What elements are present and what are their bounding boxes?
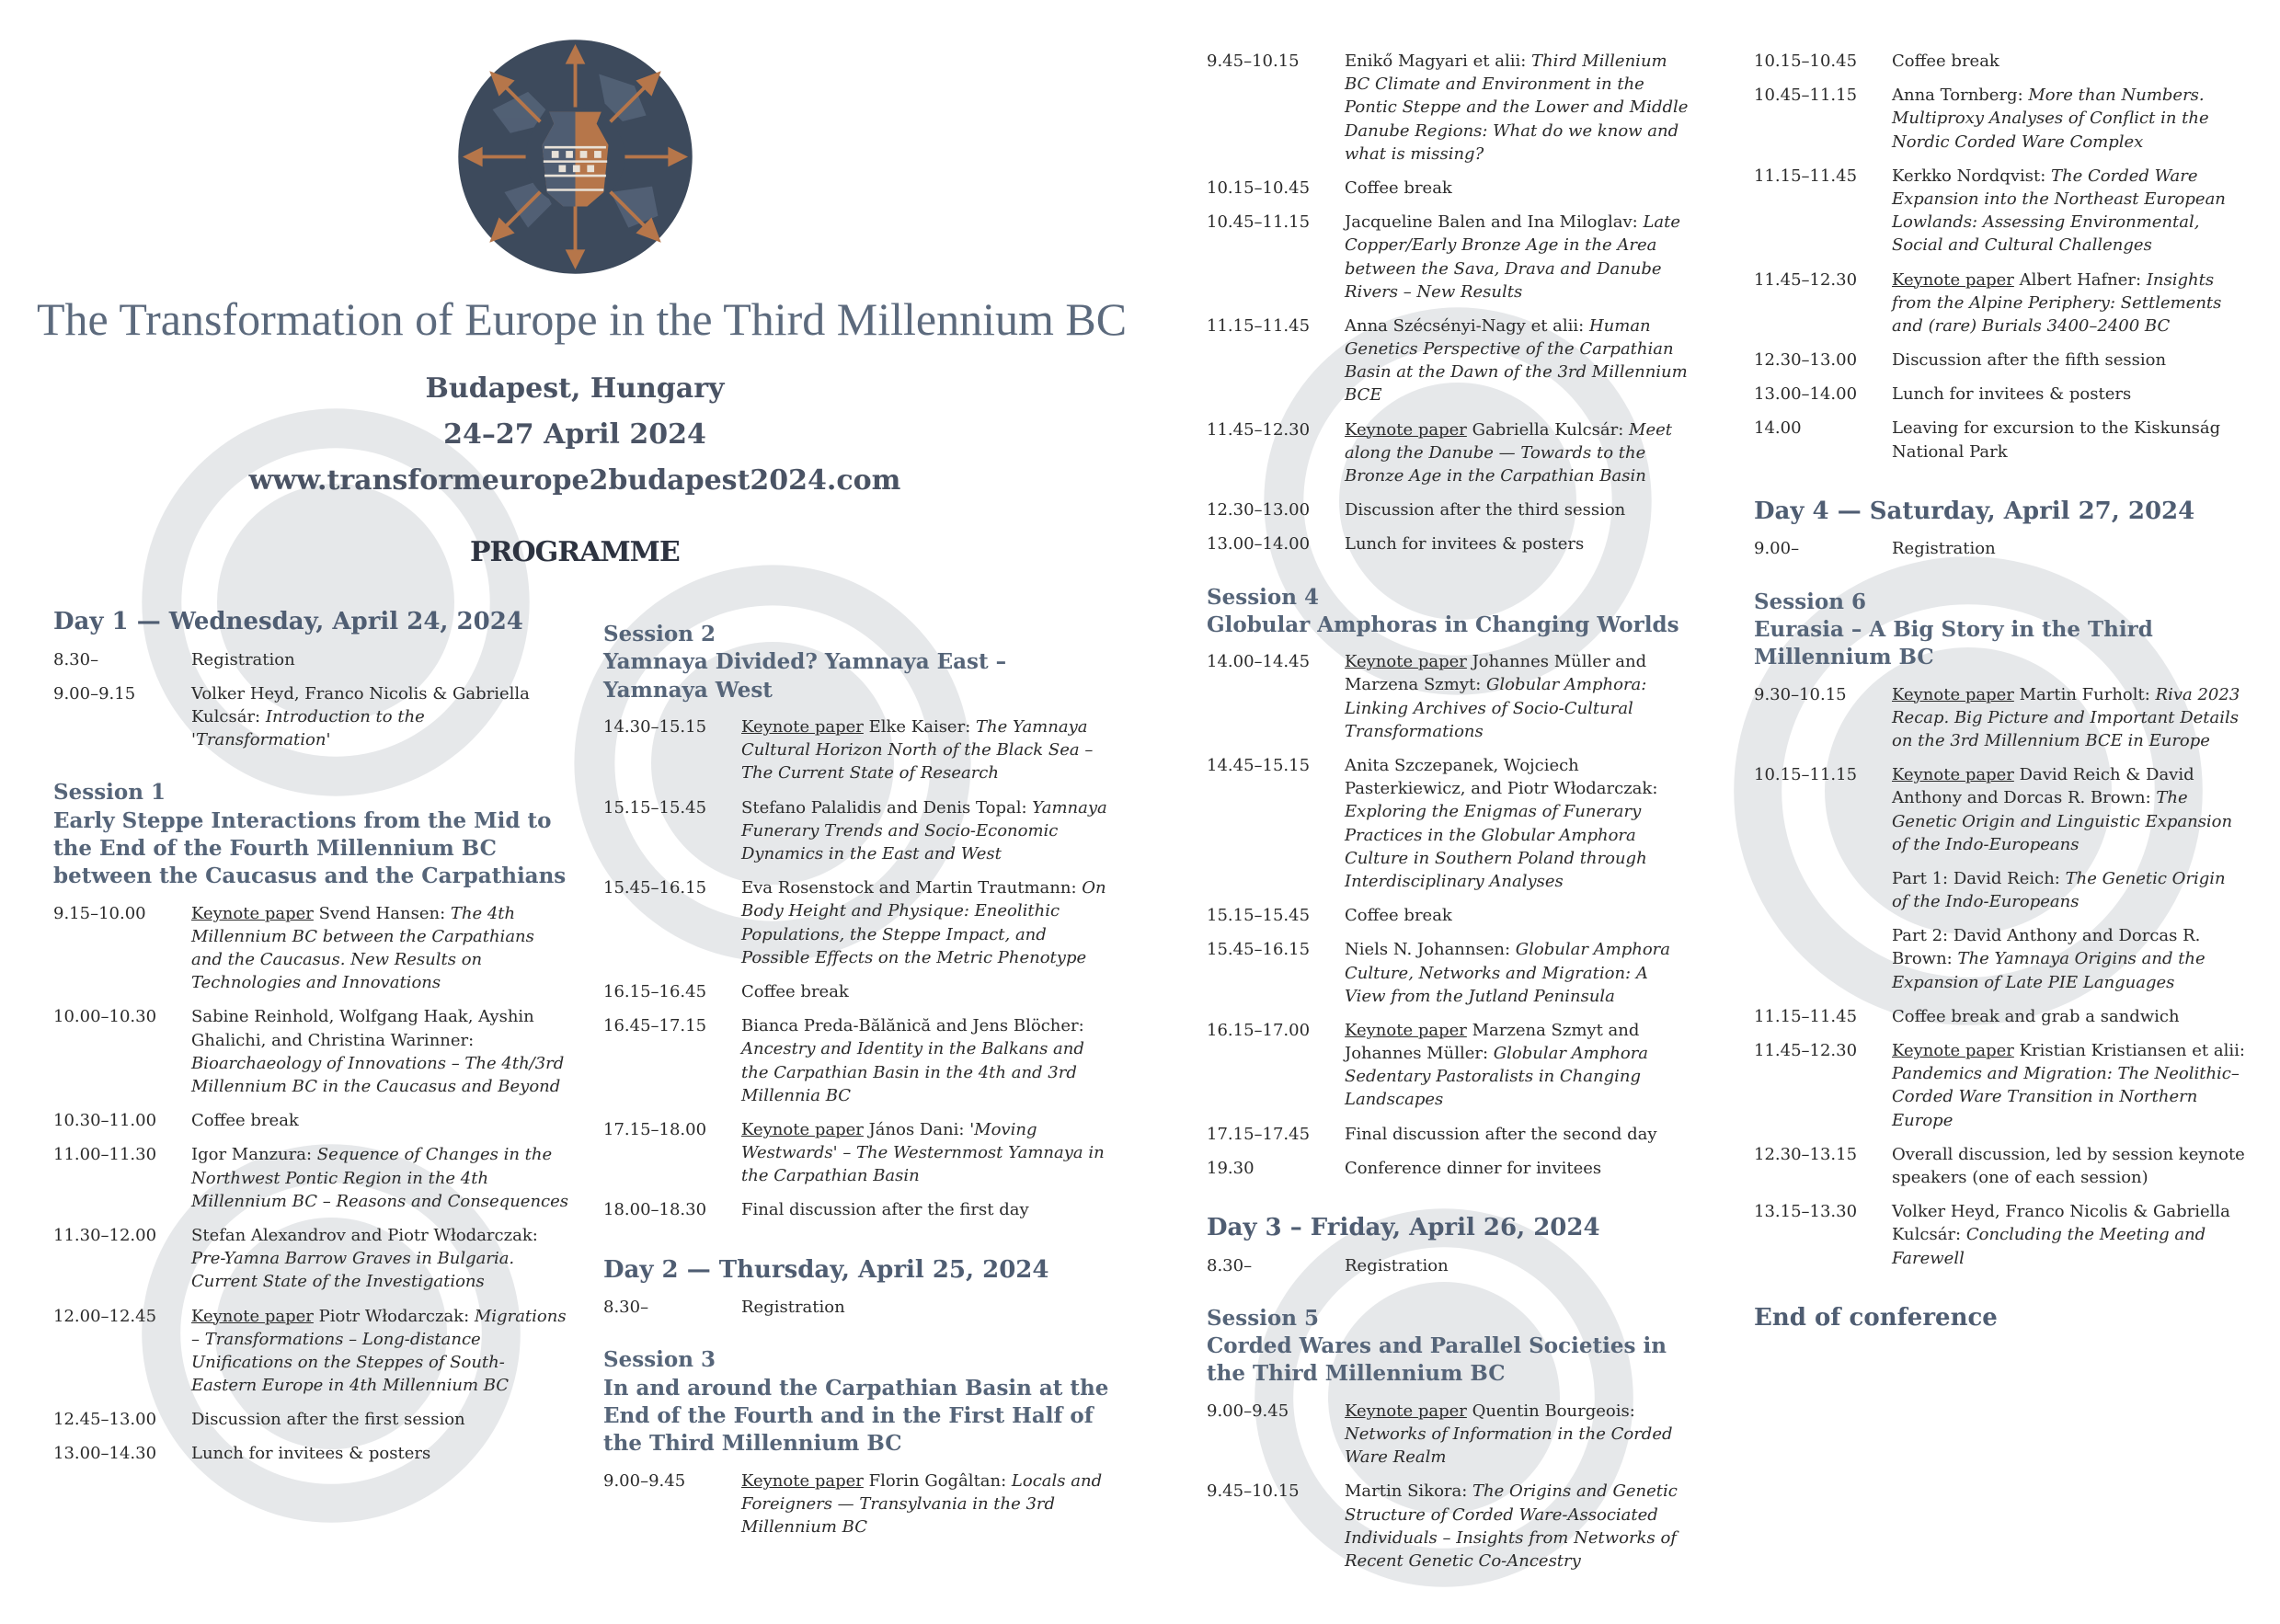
schedule-time: 11.15–11.45 [1754,1006,1858,1026]
speaker-text: János Dani: [863,1119,970,1139]
talk-title: Migrations – Transformations – Long-distance Unifications on the Steppes of South-Eastern Europe in 4th Millennium BC [191,1306,567,1396]
schedule-description [1345,1400,1690,1470]
talk-title: Human Genetics Perspective of the Carpathian Basin at the Dawn of the 3rd Millennium BCE [1345,315,1688,406]
schedule-time: 14.00 [1754,418,1802,439]
keynote-label: Keynote paper [1892,1041,2014,1061]
schedule-row [603,1118,1109,1188]
session-heading [1207,584,1690,640]
schedule-row [53,682,568,752]
speaker-text: Marzena Szmyt and Johannes Müller: [1345,1020,1640,1064]
speaker-text: Igor Manzura: [191,1145,317,1165]
website-url[interactable]: www.transformeurope2budapest2024.com [248,464,901,497]
schedule-time: 9.00– [1754,539,1800,559]
schedule-time: 10.30–11.00 [53,1111,157,1131]
speaker-text: Discussion after the fifth session [1892,350,2167,371]
speaker-text: Stefano Palalidis and Denis Topal: [741,797,1033,818]
schedule-time: 15.15–15.45 [603,797,707,818]
speaker-text: Lunch for invitees & posters [1892,384,2132,405]
schedule-list [53,648,568,752]
schedule-row [1207,754,1690,893]
schedule-description [741,980,1109,1003]
schedule-time: 13.00–14.00 [1207,534,1311,555]
schedule-row [1754,763,2246,856]
talk-title: Introduction to the 'Transformation' [191,706,425,750]
speaker-text: Stefan Alexandrov and Piotr Włodarczak: [191,1225,538,1245]
keynote-label: Keynote paper [1345,1401,1467,1421]
speaker-text: Martin Furholt: [2013,684,2156,704]
schedule-row [603,715,1109,785]
session-label: Session 5 [1207,1305,1319,1331]
schedule-row [1754,1200,2246,1270]
schedule-time: 11.15–11.45 [1207,315,1311,336]
talk-title: Locals and Foreigners — Transylvania in the 3rd Millennium BC [741,1470,1103,1538]
talk-title: More than Numbers. Multiproxy Analyses of Conflict in the Nordic Corded Ware Complex [1892,86,2209,152]
schedule-time: 10.45–11.15 [1754,86,1858,106]
schedule-row [603,980,1109,1003]
talk-title: Networks of Information in the Corded Ware Realm [1345,1424,1673,1468]
schedule-time: 12.45–13.00 [53,1410,157,1430]
schedule-time: 16.45–17.15 [603,1016,707,1036]
schedule-row [603,796,1109,866]
schedule-description [741,1118,1109,1188]
schedule-row [1207,177,1690,200]
schedule-time: 9.30–10.15 [1754,684,1847,704]
talk-title: Third Millenium BC Climate and Environment in the Pontic Steppe and the Lower and Middle Danube Regions: What do we know and what is missing? [1345,51,1689,164]
schedule-row [53,1305,568,1398]
speaker-text: Discussion after the third session [1345,500,1626,520]
schedule-row [1754,269,2246,338]
speaker-text: Bianca Preda-Bălănică and Jens Blöcher: [741,1016,1084,1036]
speaker-text: Conference dinner for invitees [1345,1158,1602,1178]
schedule-list [1754,537,2246,560]
column-2 [603,621,1109,1550]
schedule-row [53,902,568,995]
schedule-list [603,1296,1109,1319]
schedule-description [1892,349,2246,372]
schedule-row [1207,498,1690,521]
schedule-row [1754,1039,2246,1132]
talk-part-speaker: Part 2: David Anthony and Dorcas R. Brown: [1892,926,2201,969]
schedule-row [1207,1123,1690,1146]
schedule-row [603,1198,1109,1221]
schedule-description [1345,1123,1690,1146]
schedule-description [1892,50,2246,73]
speaker-text: Coffee break [1345,177,1452,198]
schedule-row [1754,383,2246,406]
schedule-row [1207,650,1690,743]
speaker-text: Registration [191,649,295,669]
talk-title: Yamnaya Funerary Trends and Socio-Economic Dynamics in the East and West [741,797,1107,864]
schedule-description [1892,269,2246,338]
talk-title: Pre-Yamna Barrow Graves in Bulgaria. Current State of the Investigations [191,1249,515,1292]
schedule-description [1345,50,1690,166]
schedule-description [1345,904,1690,927]
keynote-label: Keynote paper [741,1470,864,1491]
schedule-description [741,1296,1109,1319]
schedule-row [603,876,1109,969]
keynote-label: Keynote paper [1892,765,2014,785]
day-heading: Day 1 — Wednesday, April 24, 2024 [53,608,523,635]
schedule-row [1754,1143,2246,1189]
schedule-description [741,1470,1109,1539]
schedule-time: 10.15–10.45 [1207,177,1311,198]
day-heading: Day 2 — Thursday, April 25, 2024 [603,1255,1049,1284]
schedule-description [741,1198,1109,1221]
talk-part-title: The Genetic Origin of the Indo-Europeans [1892,868,2226,912]
keynote-label: Keynote paper [1345,1020,1467,1040]
talk-title: Concluding the Meeting and Farewell [1892,1225,2206,1268]
schedule-time: 9.45–10.15 [1207,1481,1300,1502]
conference-logo [457,39,693,275]
schedule-time: 12.00–12.45 [53,1306,157,1326]
speaker-text: Coffee break [1892,51,1999,71]
talk-part [1892,924,2246,994]
schedule-time: 15.45–16.15 [603,878,707,898]
schedule-list [603,715,1109,1222]
column-4 [1754,50,2246,1344]
schedule-time: 11.00–11.30 [53,1145,157,1165]
speaker-text: Volker Heyd, Franco Nicolis & Gabriella Kulcsár: [1892,1202,2230,1245]
schedule-time: 15.15–15.45 [1207,906,1311,926]
speaker-text: Enikő Magyari et alii: [1345,51,1532,71]
schedule-description [1892,84,2246,154]
speaker-text: Niels N. Johannsen: [1345,940,1516,960]
session-heading [603,621,1109,704]
schedule-description [191,1408,568,1431]
schedule-time: 10.15–11.15 [1754,765,1858,785]
schedule-row [53,1109,568,1132]
schedule-row [1754,50,2246,73]
talk-title: The Yamnaya Cultural Horizon North of the Black Sea – The Current State of Research [741,717,1094,783]
schedule-row [1207,1480,1690,1573]
schedule-row [53,1143,568,1213]
schedule-description [1892,165,2246,257]
schedule-row [1754,417,2246,463]
talk-title: Riva 2023 Recap. Big Picture and Important Details on the 3rd Millennium BCE in Europe [1892,684,2240,750]
schedule-description [1892,537,2246,560]
schedule-time: 13.00–14.30 [53,1444,157,1464]
schedule-time: 11.30–12.00 [53,1225,157,1245]
schedule-list [53,902,568,1466]
schedule-description [1892,417,2246,463]
schedule-description [1345,532,1690,555]
schedule-time: 12.30–13.00 [1207,500,1311,520]
schedule-description [1892,1039,2246,1132]
day-heading: Day 4 — Saturday, April 27, 2024 [1754,497,2195,525]
speaker-text: Discussion after the first session [191,1410,465,1430]
speaker-text: Overall discussion, led by session keynote speakers (one of each session) [1892,1144,2245,1187]
speaker-text: Coffee break [741,981,849,1001]
speaker-text: Anna Tornberg: [1892,86,2029,106]
schedule-description [741,796,1109,866]
speaker-text: Elke Kaiser: [863,717,976,738]
schedule-list [1207,650,1690,1180]
schedule-row [1207,1254,1690,1277]
schedule-description [191,1224,568,1294]
session-title: Corded Wares and Parallel Societies in the Third Millennium BC [1207,1333,1667,1387]
schedule-description [1345,650,1690,743]
schedule-description [1345,1157,1690,1180]
talk-title: The Origins and Genetic Structure of Corded Ware-Associated Individuals – Insights from Networks of Recent Genetic Co-Ancestry [1345,1481,1678,1571]
schedule-row [53,1408,568,1431]
schedule-time: 11.15–11.45 [1754,166,1858,186]
schedule-time: 17.15–17.45 [1207,1124,1311,1144]
schedule-description [1345,418,1690,488]
schedule-row [53,1005,568,1098]
schedule-time: 11.45–12.30 [1754,269,1858,290]
session-label: Session 4 [1207,584,1319,610]
speaker-text: Registration [741,1298,845,1318]
session-title: In and around the Carpathian Basin at the End of the Fourth and in the First Half of the Third Millennium BC [603,1375,1109,1457]
talk-title: On Body Height and Physique: Eneolithic Populations, the Steppe Impact, and Possible Effects on the Metric Phenotype [741,878,1106,967]
schedule-description [1892,763,2246,856]
schedule-row [603,1014,1109,1107]
schedule-time: 10.00–10.30 [53,1007,157,1027]
schedule-time: 14.30–15.15 [603,717,707,738]
schedule-time: 15.45–16.15 [1207,940,1311,960]
talk-title: Globular Amphora Sedentary Pastoralists in Changing Landscapes [1345,1044,1649,1110]
conference-title: The Transformation of Europe in the Third Millennium BC [37,293,1128,345]
schedule-description [1892,683,2246,753]
schedule-time: 13.15–13.30 [1754,1202,1858,1222]
talk-title: Sequence of Changes in the Northwest Pontic Region in the 4th Millennium BC – Reasons and Consequences [191,1145,569,1211]
speaker-text: Kerkko Nordqvist: [1892,166,2052,186]
column-1 [53,607,568,1477]
schedule-time: 10.15–10.45 [1754,51,1858,71]
talk-title: 'Moving Westwards' – The Westernmost Yamnaya in the Carpathian Basin [741,1119,1105,1186]
schedule-time: 9.15–10.00 [53,903,146,923]
schedule-list [1207,1254,1690,1277]
talk-title: The 4th Millennium BC between the Carpathians and the Caucasus. New Results on Technologies and Innovations [191,903,534,993]
schedule-description [1345,1019,1690,1112]
schedule-row [1207,532,1690,555]
keynote-label: Keynote paper [1345,419,1467,440]
talk-title: Late Copper/Early Bronze Age in the Area between the Sava, Drava and Danube Rivers – New Results [1345,212,1681,302]
schedule-time: 13.00–14.00 [1754,384,1858,405]
schedule-description [191,1109,568,1132]
schedule-description [191,648,568,671]
talk-part-speaker: Part 1: David Reich: [1892,868,2066,888]
schedule-description [741,715,1109,785]
schedule-description [191,1305,568,1398]
speaker-text: Gabriella Kulcsár: [1466,419,1630,440]
schedule-list [1754,50,2246,463]
end-of-conference: End of conference [1754,1303,1998,1332]
schedule-description [1345,177,1690,200]
talk-title: Pandemics and Migration: The Neolithic–Corded Ware Transition in Northern Europe [1892,1064,2240,1130]
speaker-text: Eva Rosenstock and Martin Trautmann: [741,878,1083,898]
schedule-list [1754,683,2246,856]
schedule-time: 12.30–13.00 [1754,350,1858,371]
schedule-row [1754,84,2246,154]
talk-title: Bioarchaeology of Innovations – The 4th/3rd Millennium BC in the Caucasus and Beyond [191,1053,565,1096]
session-heading [1207,1305,1690,1389]
session-heading [603,1346,1109,1458]
schedule-time: 9.00–9.45 [603,1470,686,1491]
schedule-description [1345,498,1690,521]
schedule-time: 19.30 [1207,1158,1255,1178]
speaker-text: Quentin Bourgeois: [1466,1401,1635,1421]
schedule-row [1207,1157,1690,1180]
schedule-description [1345,938,1690,1008]
schedule-description [191,902,568,995]
talk-title: The Corded Ware Expansion into the Northeast European Lowlands: Assessing Environmental, Social and Cultural Challenges [1892,166,2226,256]
session-label: Session 2 [603,622,716,646]
schedule-row [53,648,568,671]
schedule-time: 16.15–17.00 [1207,1020,1311,1040]
schedule-description [741,876,1109,969]
schedule-time: 8.30– [603,1298,649,1318]
session-title: Yamnaya Divided? Yamnaya East – Yamnaya West [603,649,1007,703]
speaker-text: Final discussion after the second day [1345,1124,1657,1144]
schedule-row [1207,50,1690,166]
schedule-time: 11.45–12.30 [1207,419,1311,440]
schedule-description [741,1014,1109,1107]
speaker-text: Anita Szczepanek, Wojciech Pasterkiewicz, and Piotr Włodarczak: [1345,756,1658,799]
talk-part-title: The Yamnaya Origins and the Expansion of Late PIE Languages [1892,949,2206,992]
schedule-time: 10.45–11.15 [1207,212,1311,233]
talk-title: Meet along the Danube — Towards to the Bronze Age in the Carpathian Basin [1345,419,1673,486]
speaker-text: Registration [1892,539,1996,559]
schedule-time: 14.45–15.15 [1207,756,1311,776]
speaker-text: Lunch for invitees & posters [1345,534,1585,555]
schedule-time: 8.30– [53,649,99,669]
speaker-text: Coffee break [1345,906,1452,926]
schedule-row [1754,165,2246,257]
schedule-time: 18.00–18.30 [603,1200,707,1220]
speaker-text: Sabine Reinhold, Wolfgang Haak, Ayshin Ghalichi, and Christina Warinner: [191,1007,534,1050]
schedule-row [1754,683,2246,753]
session-title: Globular Amphoras in Changing Worlds [1207,612,1679,637]
speaker-text: Albert Hafner: [2013,269,2147,290]
speaker-text: Lunch for invitees & posters [191,1444,431,1464]
keynote-label: Keynote paper [1892,684,2014,704]
speaker-text: Kristian Kristiansen et alii: [2013,1041,2245,1061]
talk-title: Exploring the Enigmas of Funerary Practices in the Globular Amphora Culture in Southern Poland through Interdisciplinary Analyses [1345,802,1647,891]
talk-title: Globular Amphora Culture, Networks and Migration: A View from the Jutland Peninsula [1345,940,1671,1006]
schedule-row [1754,349,2246,372]
session-title: Eurasia – A Big Story in the Third Millennium BC [1754,616,2153,670]
schedule-time: 12.30–13.15 [1754,1144,1858,1164]
schedule-row [1754,1005,2246,1028]
speaker-text: Anna Szécsényi-Nagy et alii: [1345,315,1589,336]
schedule-description [1345,315,1690,407]
programme-heading: PROGRAMME [470,536,680,568]
speaker-text: Registration [1345,1255,1449,1275]
talk-title: The Genetic Origin and Linguistic Expansion of the Indo-Europeans [1892,788,2233,854]
schedule-list [1754,1005,2246,1270]
talk-part [1892,867,2246,913]
speaker-text: Johannes Müller and Marzena Szmyt: [1345,652,1647,695]
schedule-time: 9.00–9.45 [1207,1401,1289,1421]
conference-dates: 24–27 April 2024 [443,418,706,451]
schedule-time: 11.45–12.30 [1754,1041,1858,1061]
session-label: Session 1 [53,780,166,806]
venue: Budapest, Hungary [425,372,725,405]
keynote-label: Keynote paper [191,903,314,923]
schedule-description [1345,1254,1690,1277]
schedule-time: 9.00–9.15 [53,683,136,703]
speaker-text: Svend Hansen: [313,903,451,923]
keynote-label: Keynote paper [1892,269,2014,290]
schedule-description [191,682,568,752]
talk-title: Ancestry and Identity in the Balkans and the Carpathian Basin in the 4th and 3rd Millennia BC [741,1039,1084,1105]
schedule-description [1892,1200,2246,1270]
schedule-time: 17.15–18.00 [603,1119,707,1139]
speaker-text: Coffee break and grab a sandwich [1892,1006,2180,1026]
schedule-row [53,1224,568,1294]
speaker-text: Coffee break [191,1111,299,1131]
speaker-text: Jacqueline Balen and Ina Miloglav: [1345,212,1644,233]
schedule-list [1207,1400,1690,1573]
schedule-row [603,1470,1109,1539]
keynote-label: Keynote paper [1345,652,1467,672]
speaker-text: Martin Sikora: [1345,1481,1473,1502]
session-label: Session 6 [1754,589,1866,614]
schedule-description [1345,1480,1690,1573]
schedule-description [1892,383,2246,406]
schedule-time: 16.15–16.45 [603,981,707,1001]
session-heading [53,779,568,890]
speaker-text: Leaving for excursion to the Kiskunság National Park [1892,418,2221,462]
schedule-time: 8.30– [1207,1255,1253,1275]
schedule-description [1345,211,1690,303]
talk-title: Globular Amphora: Linking Archives of Socio-Cultural Transformations [1345,675,1647,741]
schedule-list [1207,50,1690,556]
schedule-time: 14.00–14.45 [1207,652,1311,672]
talk-title: Insights from the Alpine Periphery: Settlements and (rare) Burials 3400–2400 BC [1892,269,2222,336]
schedule-row [1207,904,1690,927]
schedule-row [1207,315,1690,407]
schedule-description [1345,754,1690,893]
schedule-description [191,1143,568,1213]
schedule-row [1207,1019,1690,1112]
schedule-row [53,1442,568,1465]
schedule-list [603,1470,1109,1539]
session-heading [1754,589,2246,672]
schedule-row [1207,1400,1690,1470]
schedule-row [1207,938,1690,1008]
speaker-text: Final discussion after the first day [741,1200,1029,1220]
keynote-label: Keynote paper [191,1306,314,1326]
session-label: Session 3 [603,1347,716,1373]
schedule-row [1207,211,1690,303]
speaker-text: Volker Heyd, Franco Nicolis & Gabriella Kulcsár: [191,683,530,726]
day-heading: Day 3 – Friday, April 26, 2024 [1207,1214,1600,1242]
schedule-description [191,1442,568,1465]
session-title: Early Steppe Interactions from the Mid to the End of the Fourth Millennium BC between the Caucasus and the Carpathians [53,807,567,889]
speaker-text: Florin Gogâltan: [863,1470,1012,1491]
schedule-row [1754,537,2246,560]
schedule-description [1892,1143,2246,1189]
speaker-text: Piotr Włodarczak: [313,1306,475,1326]
column-3 [1207,50,1690,1584]
keynote-label: Keynote paper [741,1119,864,1139]
schedule-time: 9.45–10.15 [1207,51,1300,71]
schedule-description [191,1005,568,1098]
speaker-text: David Reich & David Anthony and Dorcas R. Brown: [1892,765,2194,808]
schedule-row [1207,418,1690,488]
schedule-row [603,1296,1109,1319]
schedule-description [1892,1005,2246,1028]
keynote-label: Keynote paper [741,717,864,738]
